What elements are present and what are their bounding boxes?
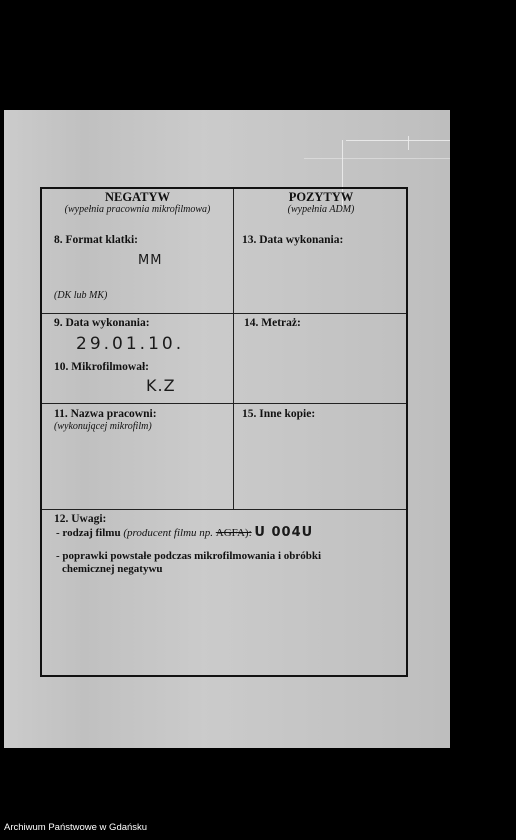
film-scratch (346, 140, 450, 141)
pozytyw-title: POZYTYW (288, 190, 354, 204)
negatyw-subtitle: (wypełnia pracownia mikrofilmowa) (64, 204, 211, 215)
negatyw-date-label: 9. Data wykonania: (54, 317, 150, 329)
filmer-label: 10. Mikrofilmował: (54, 361, 149, 373)
copies-label: 15. Inne kopie: (242, 408, 316, 420)
corrections-line-1: - poprawki powstałe podczas mikrofilmowania i obróbki (56, 550, 322, 562)
negatyw-date-cell (42, 314, 233, 403)
microfilm-record-card (40, 187, 408, 677)
remarks-cell (42, 510, 408, 675)
format-note: (DK lub MK) (54, 290, 108, 301)
film-scratch (304, 158, 450, 159)
copies-cell (234, 404, 408, 509)
format-label: 8. Format klatki: (54, 234, 139, 246)
film-type-line (56, 526, 313, 540)
film-type-note: (producent filmu np. (123, 527, 214, 539)
lab-note: (wykonującej mikrofilm) (54, 421, 152, 432)
corrections-line-2: chemicznej negatywu (62, 563, 163, 575)
archive-footer: Archiwum Państwowe w Gdańsku (4, 822, 148, 833)
negatyw-date-value: 29.01.10. (76, 334, 185, 354)
film-type-value: U 004U (254, 525, 314, 540)
remarks-label: 12. Uwagi: (54, 513, 107, 525)
pozytyw-date-label: 13. Data wykonania: (242, 234, 344, 246)
filmer-value: K.Z (146, 376, 176, 395)
lab-label: 11. Nazwa pracowni: (54, 408, 157, 420)
length-cell (234, 314, 408, 403)
film-scratch (408, 136, 409, 150)
negatyw-top-cell (42, 189, 233, 313)
pozytyw-top-cell (234, 189, 408, 313)
pozytyw-subtitle: (wypełnia ADM) (287, 204, 355, 215)
negatyw-title: NEGATYW (104, 190, 171, 204)
length-label: 14. Metraż: (244, 317, 301, 329)
film-type-struck: AGFA): (215, 527, 252, 539)
scanned-card-page (4, 110, 450, 748)
format-value: MM (138, 253, 163, 268)
lab-cell (42, 404, 233, 509)
film-type-prefix: - rodzaj filmu (56, 527, 121, 539)
